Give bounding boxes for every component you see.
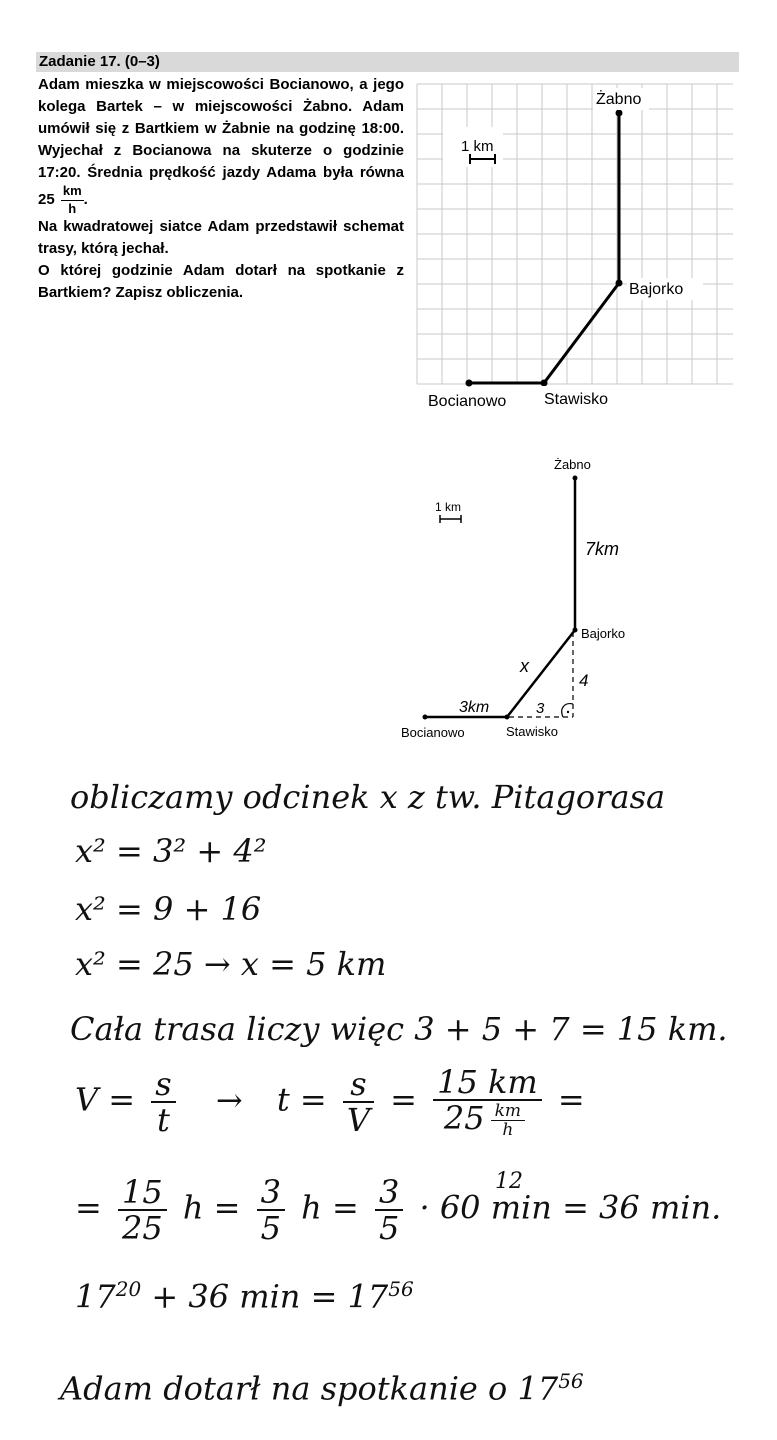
sketch-bajorko-point — [573, 628, 578, 633]
speed-unit-denominator: h — [68, 201, 77, 216]
sketch-right-angle-mark — [562, 704, 573, 717]
stawisko-label: Stawisko — [544, 391, 609, 408]
fraction-3-5-numerator: 3 — [257, 1175, 285, 1211]
fraction-3-5-times-denominator: 5 — [378, 1209, 400, 1247]
handwriting-line-7 — [75, 1175, 721, 1245]
velocity-fraction-numerator: s — [151, 1067, 175, 1103]
sketch-bocianowo-point — [423, 715, 428, 720]
bocianowo-label: Bocianowo — [428, 393, 507, 410]
stawisko-point — [541, 380, 548, 387]
trailing-equals: = — [557, 1080, 585, 1119]
fraction-15-25-numerator: 15 — [118, 1175, 167, 1211]
answer-minutes: 56 — [558, 1369, 584, 1393]
task-text — [38, 74, 404, 304]
task-question: O której godzinie Adam dotarł na spotkanie z Bartkiem? Zapisz obliczenia. — [38, 262, 404, 301]
line7-equals: = — [75, 1188, 102, 1227]
task-title: Zadanie 17. (0–3) — [39, 53, 160, 70]
start-hour: 17 — [75, 1277, 116, 1316]
sketch-zabno-label: Żabno — [554, 457, 591, 472]
fraction-15-25 — [118, 1175, 167, 1245]
sketch-hypotenuse-x: x — [520, 656, 529, 676]
start-minutes: 20 — [115, 1277, 142, 1301]
addition-result: + 36 min = 17 — [151, 1277, 389, 1316]
speed-unit-km: km — [491, 1102, 525, 1121]
sketch-vertical-4: 4 — [579, 671, 589, 690]
time-fraction — [343, 1067, 374, 1137]
sketch-right-angle-dot — [567, 711, 569, 713]
time-fraction-denominator: V — [346, 1101, 370, 1139]
sketch-stawisko-point — [505, 715, 510, 720]
sketch-scale-bar — [440, 515, 461, 523]
bajorko-label: Bajorko — [629, 281, 684, 298]
task-paragraph-1 — [38, 74, 404, 216]
handwriting-line-4: x² = 25 → x = 5 km — [75, 945, 387, 983]
handwriting-line-6 — [75, 1065, 585, 1139]
handwriting-line-1: obliczamy odcinek x z tw. Pitagorasa — [70, 778, 666, 816]
zabno-point — [616, 110, 623, 117]
time-fraction-numerator: s — [343, 1067, 374, 1103]
handwriting-line-8 — [75, 1270, 414, 1316]
sketch-bocianowo-label: Bocianowo — [401, 725, 465, 740]
scale-label: 1 km — [461, 138, 494, 155]
bajorko-point — [616, 280, 623, 287]
minutes-result: · 60 min = 36 min. — [419, 1188, 722, 1227]
speed-unit — [491, 1102, 525, 1139]
sketch-stawisko-label: Stawisko — [506, 724, 559, 739]
distance-over-speed-fraction — [433, 1065, 542, 1139]
fraction-3-5-times-numerator: 3 — [375, 1175, 403, 1211]
distance-numerator: 15 km — [433, 1065, 542, 1101]
answer-text: Adam dotarł na spotkanie o 17 — [60, 1369, 559, 1408]
sketch-scale-label: 1 km — [435, 500, 462, 514]
fraction-3-5 — [257, 1175, 285, 1245]
handwriting-line-5: Cała trasa liczy więc 3 + 5 + 7 = 15 km. — [70, 1010, 728, 1048]
route-grid-map — [415, 82, 735, 412]
speed-unit-numerator: km — [61, 184, 84, 201]
task-paragraph-2: Na kwadratowej siatce Adam przedstawił schemat trasy, którą jechał. — [38, 218, 404, 257]
velocity-fraction — [151, 1067, 175, 1137]
fraction-3-5-denominator: 5 — [260, 1209, 281, 1247]
fraction-15-25-denominator: 25 — [121, 1209, 163, 1247]
hours-2: h = — [301, 1188, 359, 1227]
hours-1: h = — [182, 1188, 241, 1227]
speed-unit-fraction — [61, 184, 84, 216]
velocity-fraction-denominator: t — [157, 1101, 170, 1139]
arrival-minutes: 56 — [388, 1277, 414, 1301]
task-paragraph-1-end: . — [83, 190, 88, 208]
bocianowo-point — [466, 380, 473, 387]
task-paragraph-1-text: Adam mieszka w miejscowości Bocianowo, a jego kolega Bartek – w miejscowości Żabno. Adam umówił się z Bartkiem w Żabnie na godzinę 18:00. Wyjechał z Bocianowa na skuterze o godzinie 17:20. Średnia prędkość jazdy Adama była równa 25 — [38, 76, 404, 208]
speed-unit-h: h — [502, 1120, 514, 1140]
implication-arrow: → — [215, 1080, 243, 1119]
fraction-3-5-times — [375, 1175, 403, 1245]
speed-value: 25 — [443, 1099, 485, 1137]
cancel-note-12: 12 — [495, 1169, 523, 1194]
solution-sketch — [395, 450, 655, 745]
zabno-label: Żabno — [596, 91, 642, 108]
sketch-zabno-point — [573, 476, 578, 481]
time-label: t = — [276, 1080, 327, 1119]
handwriting-line-2: x² = 3² + 4² — [75, 832, 267, 870]
sketch-bajorko-label: Bajorko — [581, 626, 626, 641]
speed-denominator — [433, 1101, 542, 1139]
sketch-horizontal-3: 3 — [536, 700, 545, 717]
equals-sign: = — [390, 1080, 417, 1119]
sketch-segment-7km: 7km — [585, 539, 620, 559]
handwriting-line-3: x² = 9 + 16 — [75, 890, 262, 928]
handwriting-answer — [60, 1362, 584, 1408]
velocity-label: V = — [75, 1080, 136, 1119]
sketch-segment-3km: 3km — [459, 699, 490, 716]
